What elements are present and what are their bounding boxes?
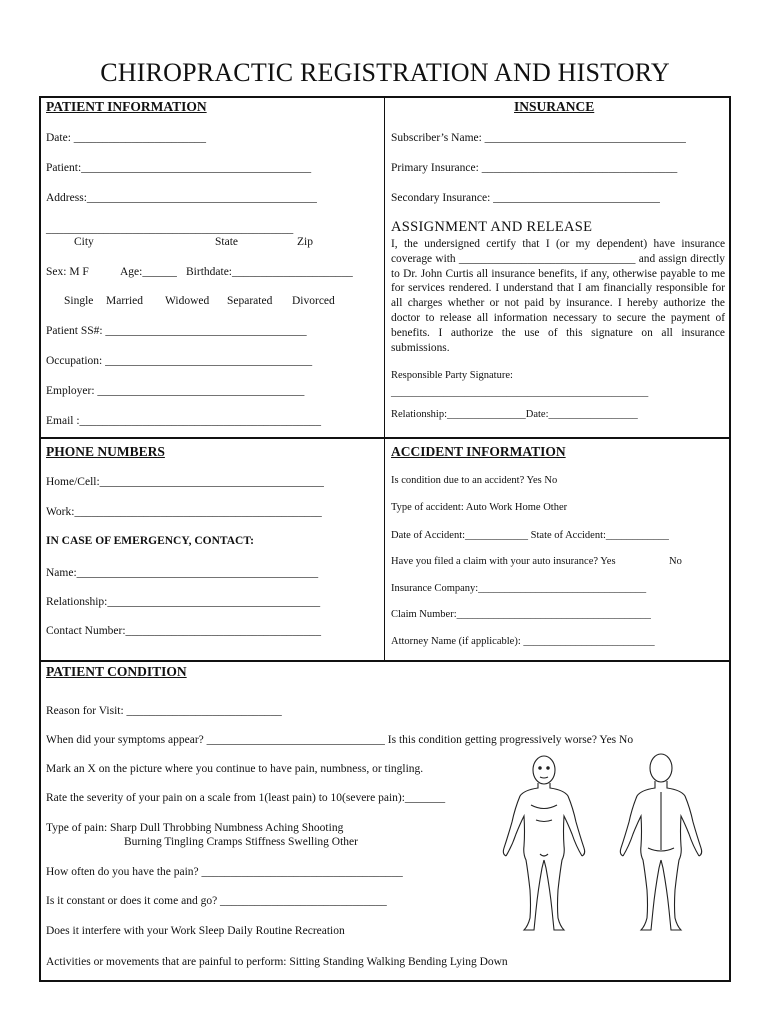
accident-heading: ACCIDENT INFORMATION <box>391 444 566 459</box>
zip-label: Zip <box>297 236 313 248</box>
sex-field[interactable]: Sex: M F <box>46 266 89 278</box>
column-divider-top <box>384 97 385 437</box>
insurance-company-field[interactable]: Insurance Company:________________________________ <box>391 583 647 594</box>
marital-single[interactable]: Single <box>64 295 94 307</box>
signature-label: Responsible Party Signature: <box>391 370 513 381</box>
address-field[interactable]: Address:________________________________________ <box>46 192 317 204</box>
page-title: CHIROPRACTIC REGISTRATION AND HISTORY <box>100 58 670 87</box>
phone-heading: PHONE NUMBERS <box>46 444 165 459</box>
accident-condition-field[interactable]: Is condition due to an accident? Yes No <box>391 475 558 486</box>
painful-activities-field[interactable]: Activities or movements that are painful to perform: Sitting Standing Walking Bending Lying Down <box>46 956 508 968</box>
auto-claim-no[interactable]: No <box>669 556 682 567</box>
work-phone-field[interactable]: Work:___________________________________________ <box>46 506 322 518</box>
date-field[interactable]: Date: _______________________ <box>46 132 207 144</box>
birthdate-field[interactable]: Birthdate:_____________________ <box>186 266 353 278</box>
employer-field[interactable]: Employer: ____________________________________ <box>46 385 305 397</box>
body-back-figure[interactable] <box>606 750 716 935</box>
symptoms-field[interactable]: When did your symptoms appear? _______________________________ Is this condition getting progressively worse? Yes No <box>46 734 634 746</box>
condition-heading: PATIENT CONDITION <box>46 664 187 679</box>
patient-name-field[interactable]: Patient:________________________________________ <box>46 162 312 174</box>
assignment-heading: ASSIGNMENT AND RELEASE <box>391 219 593 235</box>
home-cell-field[interactable]: Home/Cell:_______________________________________ <box>46 476 324 488</box>
city-label: City <box>74 236 94 248</box>
column-divider-middle <box>384 438 385 661</box>
emergency-name-field[interactable]: Name:__________________________________________ <box>46 567 319 579</box>
signature-line[interactable]: _________________________________________________ <box>391 387 649 398</box>
pain-frequency-field[interactable]: How often do you have the pain? ___________________________________ <box>46 866 403 878</box>
assignment-text: I, the undersigned certify that I (or my dependent) have insurance coverage with _______________________________ and assign directly to Dr. John Curtis all insurance benefits, if any, otherwise payable to me for services rendered. I understand that I am financially responsible for all charges whether or not paid by insurance. I hereby authorize the doctor to release all information necessary to secure the payment of benefits. I authorize the use of this signature on all insurance submissions. <box>391 238 725 354</box>
pain-rating-field[interactable]: Rate the severity of your pain on a scale from 1(least pain) to 10(severe pain):_______ <box>46 792 446 804</box>
patient-info-heading: PATIENT INFORMATION <box>46 99 207 114</box>
attorney-field[interactable]: Attorney Name (if applicable): _________________________ <box>391 636 655 647</box>
section-divider-2 <box>39 660 731 662</box>
body-front-figure[interactable] <box>488 750 600 935</box>
contact-number-field[interactable]: Contact Number:__________________________________ <box>46 625 322 637</box>
section-divider-1 <box>39 437 731 439</box>
marital-divorced[interactable]: Divorced <box>292 295 335 307</box>
accident-type-field[interactable]: Type of accident: Auto Work Home Other <box>391 502 568 513</box>
ssn-field[interactable]: Patient SS#: ___________________________________ <box>46 325 307 337</box>
marital-separated[interactable]: Separated <box>227 295 273 307</box>
secondary-insurance-field[interactable]: Secondary Insurance: _____________________________ <box>391 192 660 204</box>
email-field[interactable]: Email :__________________________________________ <box>46 415 322 427</box>
primary-insurance-field[interactable]: Primary Insurance: __________________________________ <box>391 162 678 174</box>
address-line2-field[interactable]: ___________________________________________ <box>46 223 294 235</box>
mark-instruction: Mark an X on the picture where you continue to have pain, numbness, or tingling. <box>46 763 424 775</box>
subscriber-field[interactable]: Subscriber’s Name: ___________________________________ <box>391 132 686 144</box>
marital-widowed[interactable]: Widowed <box>165 295 210 307</box>
occupation-field[interactable]: Occupation: ____________________________________ <box>46 355 313 367</box>
insurance-heading: INSURANCE <box>514 99 595 114</box>
emergency-relationship-field[interactable]: Relationship:_____________________________________ <box>46 596 321 608</box>
emergency-heading: IN CASE OF EMERGENCY, CONTACT: <box>46 535 254 547</box>
state-label: State <box>215 236 238 248</box>
claim-number-field[interactable]: Claim Number:_____________________________________ <box>391 609 651 620</box>
marital-married[interactable]: Married <box>106 295 144 307</box>
reason-field[interactable]: Reason for Visit: ___________________________ <box>46 705 282 717</box>
age-field[interactable]: Age:______ <box>120 266 177 278</box>
relationship-date-field[interactable]: Relationship:_______________Date:_________________ <box>391 409 638 420</box>
accident-date-state-field[interactable]: Date of Accident:____________ State of Accident:____________ <box>391 530 669 541</box>
pain-type-line2[interactable]: Burning Tingling Cramps Stiffness Swelling Other <box>124 836 358 848</box>
pain-type-line1[interactable]: Type of pain: Sharp Dull Throbbing Numbness Aching Shooting <box>46 822 344 834</box>
auto-claim-question[interactable]: Have you filed a claim with your auto insurance? Yes <box>391 556 616 567</box>
interference-field[interactable]: Does it interfere with your Work Sleep Daily Routine Recreation <box>46 925 345 937</box>
pain-constant-field[interactable]: Is it constant or does it come and go? _____________________________ <box>46 895 387 907</box>
